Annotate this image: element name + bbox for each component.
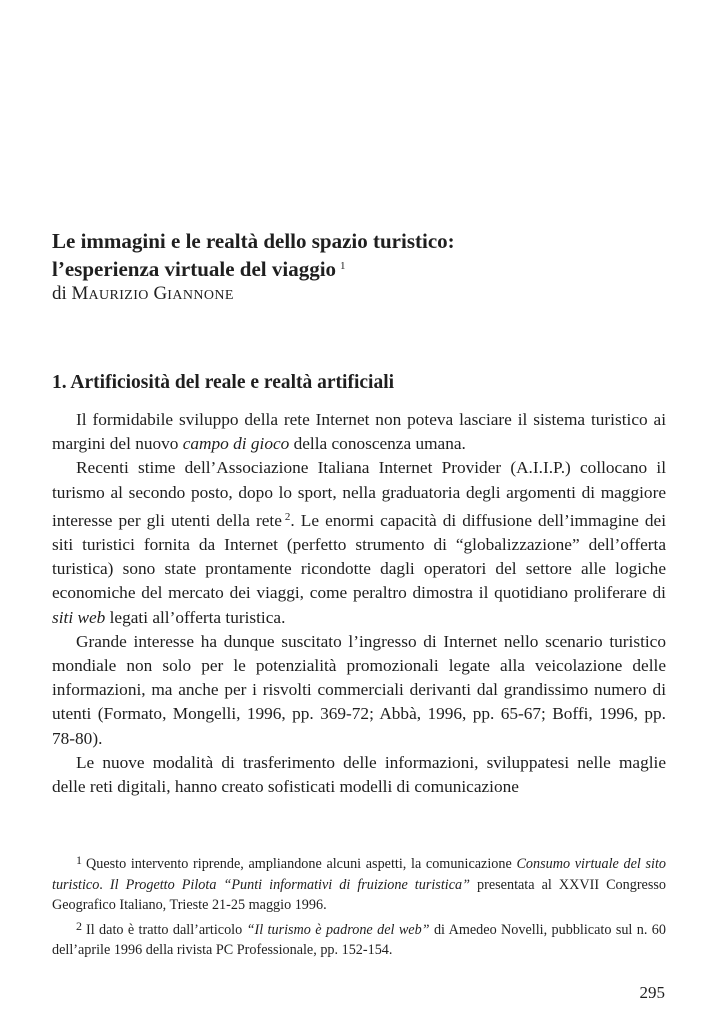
body-text bbox=[52, 408, 666, 799]
footnote-ref-2[interactable]: 2 bbox=[284, 510, 291, 523]
paragraph-1: Il formidabile sviluppo della rete Internet non poteva lasciare il sistema turistico ai margini del nuovo campo di gioco della conoscenza umana. bbox=[52, 410, 666, 454]
section-heading: 1. Artificiosità del reale e realtà artificiali bbox=[52, 372, 395, 393]
paragraph-3: Grande interesse ha dunque suscitato l’ingresso di Internet nello scenario turistico mondiale non solo per le potenzialità promozionali legate alla veicolazione delle informazioni, ma anche per i risvolti commerciali derivanti dal grandissimo numero di utenti (Formato, Mongelli, 1996, pp. 369-72; Abbà, 1996, pp. 65-67; Boffi, 1996, pp. 78-80). bbox=[52, 631, 666, 748]
author-prefix: di bbox=[52, 283, 67, 304]
title-line-1: Le immagini e le realtà dello spazio turistico: bbox=[52, 229, 455, 253]
page-number: 295 bbox=[639, 983, 665, 1002]
paragraph-4: Le nuove modalità di trasferimento delle informazioni, sviluppatesi nelle maglie delle reti digitali, hanno creato sofisticati modelli di comunicazione bbox=[52, 752, 666, 797]
title-line-2: l’esperienza virtuale del viaggio bbox=[52, 257, 337, 281]
article-title bbox=[52, 229, 672, 282]
author-byline bbox=[52, 283, 234, 307]
paragraph-2: Recenti stime dell’Associazione Italiana Internet Provider (A.I.I.P.) collocano il turismo al secondo posto, dopo lo sport, nella graduatoria degli argomenti di maggiore interesse per gli utenti della rete $^2$. Le enormi capacità di diffusione dell’immagine dei siti turistici fornita da Internet (perfetto strumento di “globalizzazione” dell’offerta turistica) sono state prontamente ricondotte dagli operatori del settore alle logiche economiche del mercato dei viaggi, come peraltro dimostra il quotidiano proliferare di siti web legati all’offerta turistica. bbox=[52, 458, 666, 627]
footnote-1: $^1$ Questo intervento riprende, ampliandone alcuni aspetti, la comunicazione Consumo virtuale del sito turistico. Il Progetto Pilota “Punti informativi di fruizione turistica” presentata al XXVII Congresso Geografico Italiano, Trieste 21-25 maggio 1996. bbox=[52, 853, 666, 914]
author-name: MAURIZIO GIANNONE bbox=[71, 283, 234, 304]
footnote-2: $^2$ Il dato è tratto dall’articolo “Il turismo è padrone del web” di Amedeo Novelli, pubblicato sul n. 60 dell’aprile 1996 della rivista PC Professionale, pp. 152-154. bbox=[52, 918, 666, 959]
title-footnote-ref[interactable]: 1 bbox=[340, 260, 346, 272]
footnotes bbox=[52, 850, 666, 961]
